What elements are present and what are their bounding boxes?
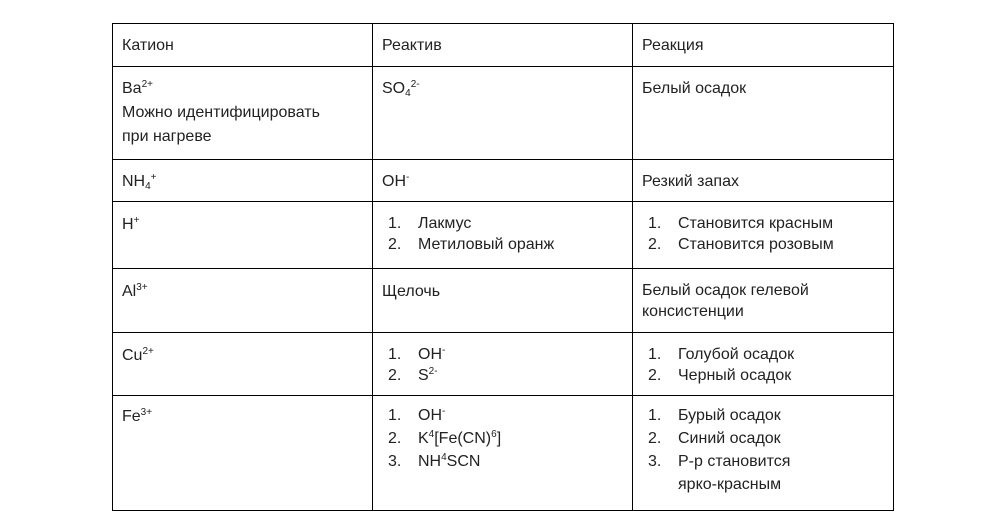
cation-reaction-table: [112, 23, 894, 511]
cation-cell: $Al^{3+}$: [113, 269, 373, 333]
reagent-cell: [373, 202, 633, 269]
table-row: [113, 67, 894, 160]
list-item: 3. $NH^4SCN$: [388, 452, 481, 470]
list-item: 2. Черный осадок: [648, 367, 792, 384]
list-item: 1. Голубой осадок: [648, 346, 795, 363]
list-item: 1. Лакмус: [388, 215, 472, 232]
reagent-list: [382, 213, 623, 255]
table-row: [113, 269, 894, 333]
reaction-cell: [633, 333, 894, 396]
reagent-list: [382, 404, 623, 473]
reagent-list: [382, 344, 623, 386]
reaction-cell: Резкий запах: [633, 160, 894, 202]
reaction-cell: [633, 396, 894, 511]
table-row: [113, 202, 894, 269]
header-cation: Катион: [113, 24, 373, 67]
reaction-list: [642, 404, 884, 496]
list-item: 1. Бурый осадок: [648, 407, 781, 424]
table-row: [113, 396, 894, 511]
cation-cell: $Cu^{2+}$: [113, 333, 373, 396]
list-item: 2. Становится розовым: [648, 236, 834, 253]
list-item: 1. Становится красным: [648, 215, 834, 232]
header-reagent: Реактив: [373, 24, 633, 67]
list-item: 2. Синий осадок: [648, 430, 781, 447]
list-item: 2. $K^4[Fe(CN)^6]$: [388, 429, 502, 447]
reaction-cell: Белый осадок гелевой консистенции: [633, 269, 894, 333]
cation-cell: $Fe^{3+}$: [113, 396, 373, 511]
table-row: [113, 333, 894, 396]
table-row: [113, 160, 894, 202]
list-item: 3. Р-р становится ярко-красным: [648, 453, 791, 493]
header-reaction: Реакция: [633, 24, 894, 67]
table-header-row: [113, 24, 894, 67]
reaction-list: [642, 213, 884, 255]
list-item: 2. $S^{2-}$: [388, 366, 438, 384]
reagent-cell: [373, 333, 633, 396]
cation-cell: $NH_4^+$: [113, 160, 373, 202]
list-item: 1. OH-: [388, 406, 446, 424]
reaction-list: [642, 344, 884, 386]
reagent-cell: Щелочь: [373, 269, 633, 333]
reaction-cell: Белый осадок: [633, 67, 894, 160]
reaction-cell: [633, 202, 894, 269]
cation-cell: $Ba^{2+}$ Можно идентифицировать при нагреве: [113, 67, 373, 160]
reagent-cell: [373, 396, 633, 511]
list-item: 1. OH-: [388, 345, 446, 363]
list-item: 2. Метиловый оранж: [388, 236, 555, 253]
cation-cell: H+: [113, 202, 373, 269]
reagent-cell: OH-: [373, 160, 633, 202]
reagent-cell: $SO_4^{2-}$: [373, 67, 633, 160]
